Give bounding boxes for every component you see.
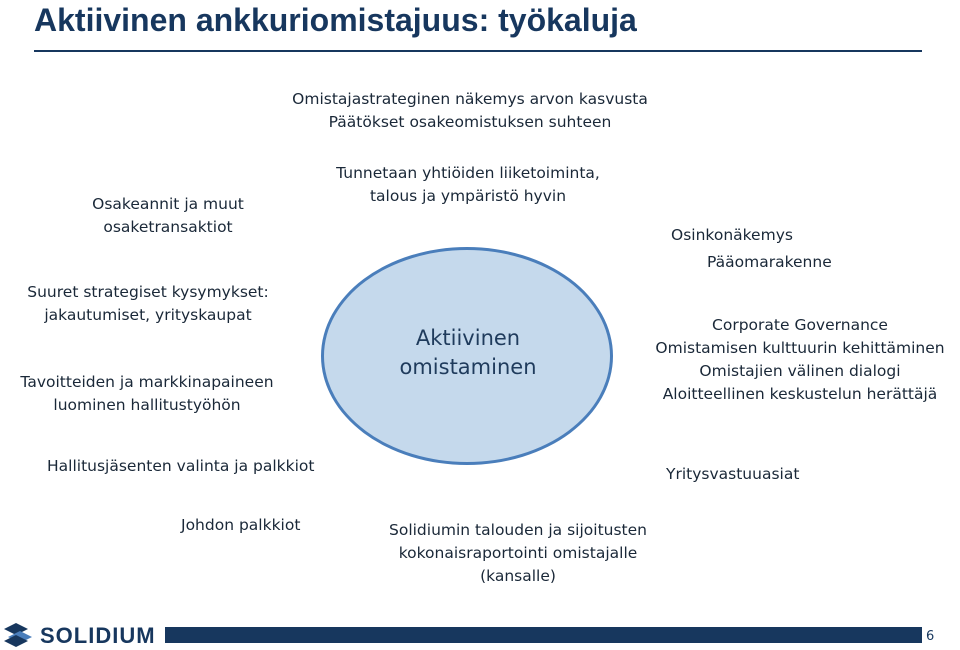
- top-center-line-2: Päätökset osakeomistuksen suhteen: [328, 113, 612, 131]
- right-item-paaoma: Pääomarakenne: [707, 253, 832, 271]
- title-divider: [34, 50, 922, 52]
- raportointi-line-1: Solidiumin talouden ja sijoitusten: [389, 521, 647, 539]
- right-group-line-3: Omistajien välinen dialogi: [699, 362, 901, 380]
- bottom-yritysvastuu: Yritysvastuuasiat: [666, 465, 800, 483]
- slide-title: Aktiivinen ankkuriomistajuus: työkaluja: [34, 2, 637, 38]
- left-item-3-line-1: Tavoitteiden ja markkinapaineen: [20, 373, 274, 391]
- left-item-2-line-2: jakautumiset, yrityskaupat: [44, 306, 252, 324]
- center-label-line-2: omistaminen: [399, 355, 537, 379]
- right-group-line-1: Corporate Governance: [712, 316, 888, 334]
- right-item-group: [648, 314, 952, 406]
- left-item-3: [8, 371, 286, 417]
- top-center-line-1: Omistajastrateginen näkemys arvon kasvusta: [292, 90, 648, 108]
- left-item-1-line-1: Osakeannit ja muut: [92, 195, 244, 213]
- solidium-logo: [4, 620, 164, 650]
- raportointi-line-3: (kansalle): [480, 567, 556, 585]
- left-item-1-line-2: osaketransaktiot: [103, 218, 233, 236]
- solidium-logo-mark-icon: [4, 623, 32, 647]
- left-item-2-line-1: Suuret strategiset kysymykset:: [27, 283, 269, 301]
- solidium-logo-text: SOLIDIUM: [40, 623, 156, 648]
- upper-center-text: [308, 162, 628, 208]
- top-center-text: [270, 88, 670, 134]
- center-ellipse-label: [368, 324, 568, 382]
- raportointi-line-2: kokonaisraportointi omistajalle: [398, 544, 638, 562]
- left-item-1: [48, 193, 288, 239]
- bottom-hallitus: Hallitusjäsenten valinta ja palkkiot: [47, 457, 315, 475]
- upper-center-line-1: Tunnetaan yhtiöiden liiketoiminta,: [336, 164, 600, 182]
- footer-bar: [165, 627, 922, 643]
- right-item-osinko: Osinkonäkemys: [671, 226, 793, 244]
- left-item-3-line-2: luominen hallitustyöhön: [53, 396, 241, 414]
- left-item-2: [14, 281, 282, 327]
- bottom-raportointi: [368, 519, 668, 588]
- right-group-line-4: Aloitteellinen keskustelun herättäjä: [662, 385, 938, 403]
- right-group-line-2: Omistamisen kulttuurin kehittäminen: [655, 339, 945, 357]
- upper-center-line-2: talous ja ympäristö hyvin: [369, 187, 567, 205]
- center-label-line-1: Aktiivinen: [415, 326, 521, 350]
- page-number: 6: [926, 629, 935, 644]
- bottom-johto: Johdon palkkiot: [181, 516, 301, 534]
